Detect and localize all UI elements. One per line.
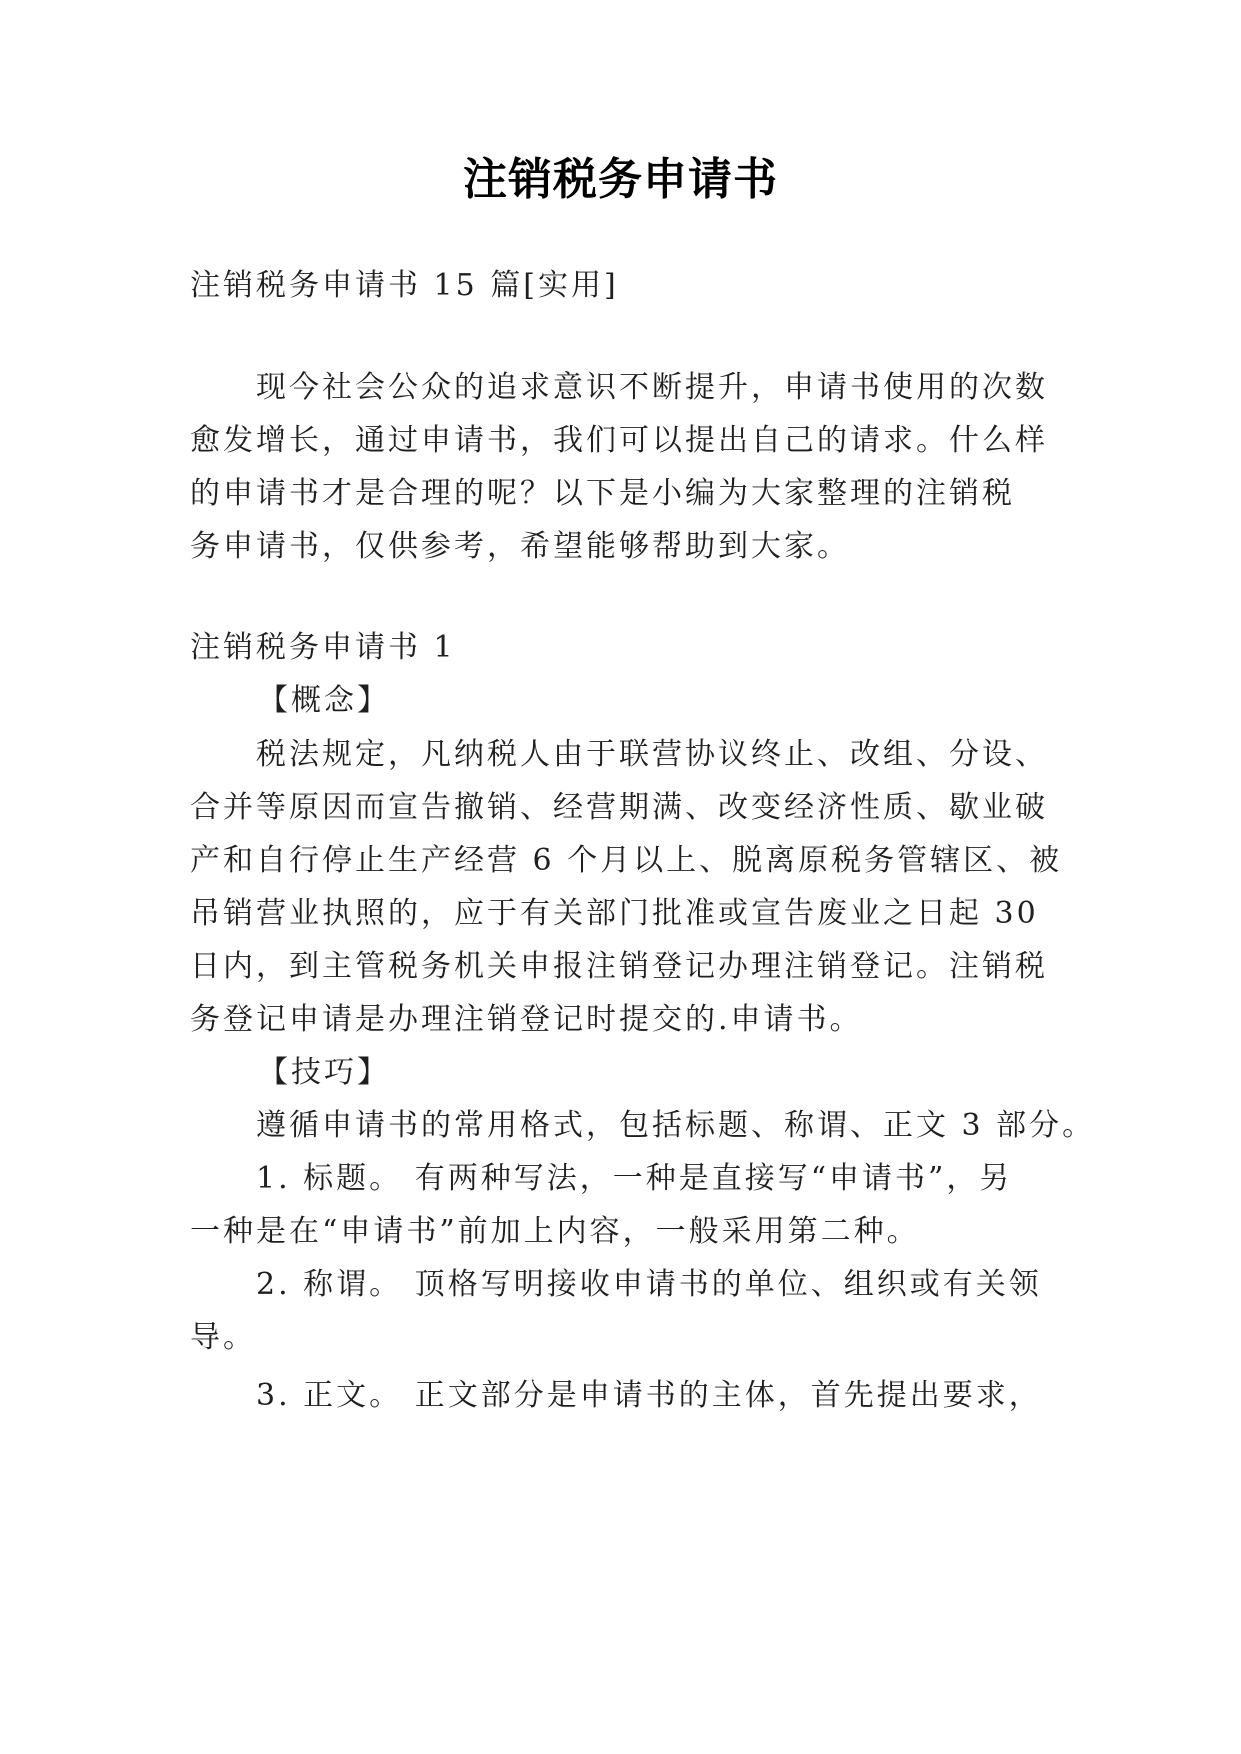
intro-line-2: 愈发增长，通过申请书，我们可以提出自己的请求。什么样: [190, 423, 1048, 458]
skills-line-6: 3. 正文。 正文部分是申请书的主体，首先提出要求，: [256, 1378, 1042, 1413]
concept-line-3: 产和自行停止生产经营 6 个月以上、脱离原税务管辖区、被: [190, 843, 1063, 878]
skills-line-1: 遵循申请书的常用格式，包括标题、称谓、正文 3 部分。: [256, 1108, 1096, 1143]
concept-line-2: 合并等原因而宣告撤销、经营期满、改变经济性质、歇业破: [190, 790, 1048, 825]
concept-line-6: 务登记申请是办理注销登记时提交的.申请书。: [190, 1002, 863, 1037]
concept-line-1: 税法规定，凡纳税人由于联营协议终止、改组、分设、: [256, 737, 1048, 772]
skills-line-2: 1. 标题。 有两种写法，一种是直接写“申请书”，另: [256, 1161, 1013, 1196]
concept-line-5: 日内，到主管税务机关申报注销登记办理注销登记。注销税: [190, 949, 1048, 984]
intro-line-3: 的申请书才是合理的呢？以下是小编为大家整理的注销税: [190, 476, 1015, 511]
skills-heading: 【技巧】: [258, 1055, 390, 1090]
section-heading: 注销税务申请书 1: [190, 630, 456, 665]
document-subtitle: 注销税务申请书 15 篇[实用]: [190, 268, 619, 303]
intro-line-4: 务申请书，仅供参考，希望能够帮助到大家。: [190, 529, 850, 564]
skills-line-5: 导。: [190, 1320, 256, 1355]
skills-line-3: 一种是在“申请书”前加上内容，一般采用第二种。: [190, 1214, 920, 1249]
intro-line-1: 现今社会公众的追求意识不断提升，申请书使用的次数: [256, 370, 1048, 405]
skills-line-4: 2. 称谓。 顶格写明接收申请书的单位、组织或有关领: [256, 1267, 1042, 1302]
document-title: 注销税务申请书: [463, 154, 778, 205]
concept-heading: 【概念】: [258, 683, 390, 718]
concept-line-4: 吊销营业执照的，应于有关部门批准或宣告废业之日起 30: [190, 896, 1039, 931]
